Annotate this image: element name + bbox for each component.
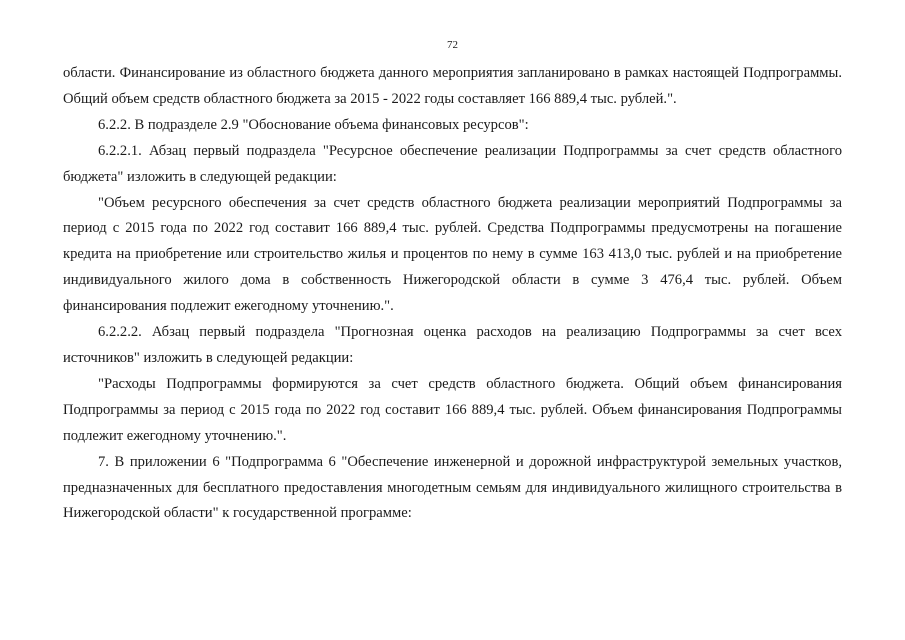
paragraph-7: 7. В приложении 6 "Подпрограмма 6 "Обеспечение инженерной и дорожной инфраструктурой земельных участков, предназначенных для бесплатного предоставления многодетным семьям для индивидуального жилищного строительства в Нижегородской области" к государственной программе: bbox=[63, 453, 842, 522]
paragraph-quote-expenses: "Расходы Подпрограммы формируются за счет средств областного бюджета. Общий объем финансирования Подпрограммы за период с 2015 года по 2022 год составит 166 889,4 тыс. рублей. Объем финансирования Подпрограммы подлежит ежегодному уточнению.". bbox=[63, 375, 842, 444]
paragraph-6-2-2-2: 6.2.2.2. Абзац первый подраздела "Прогнозная оценка расходов на реализацию Подпрограммы за счет всех источников" изложить в следующей редакции: bbox=[63, 324, 842, 366]
paragraph-quote-resource-provision: "Объем ресурсного обеспечения за счет средств областного бюджета реализации мероприятий Подпрограммы за период с 2015 года по 2022 год составит 166 889,4 тыс. рублей. Средства Подпрограммы предусмотрены на погашение кредита на приобретение или строительство жилья и процентов по нему в сумме 163 413,0 тыс. рублей и на приобретение индивидуального жилого дома в собственность Нижегородской области в сумме 3 476,4 тыс. рублей. Объем финансирования подлежит ежегодному уточнению.". bbox=[63, 194, 842, 315]
paragraph-6-2-2: 6.2.2. В подразделе 2.9 "Обоснование объема финансовых ресурсов": bbox=[98, 116, 529, 133]
paragraph-6-2-2-1: 6.2.2.1. Абзац первый подраздела "Ресурсное обеспечение реализации Подпрограммы за счет средств областного бюджета" изложить в следующей редакции: bbox=[63, 142, 842, 185]
page-number: 72 bbox=[447, 39, 458, 51]
document-body bbox=[63, 61, 842, 527]
paragraph-continuation: области. Финансирование из областного бюджета данного мероприятия запланировано в рамках настоящей Подпрограммы. Общий объем средств областного бюджета за 2015 - 2022 годы составляет 166 889,4 тыс. рублей.". bbox=[63, 65, 842, 107]
